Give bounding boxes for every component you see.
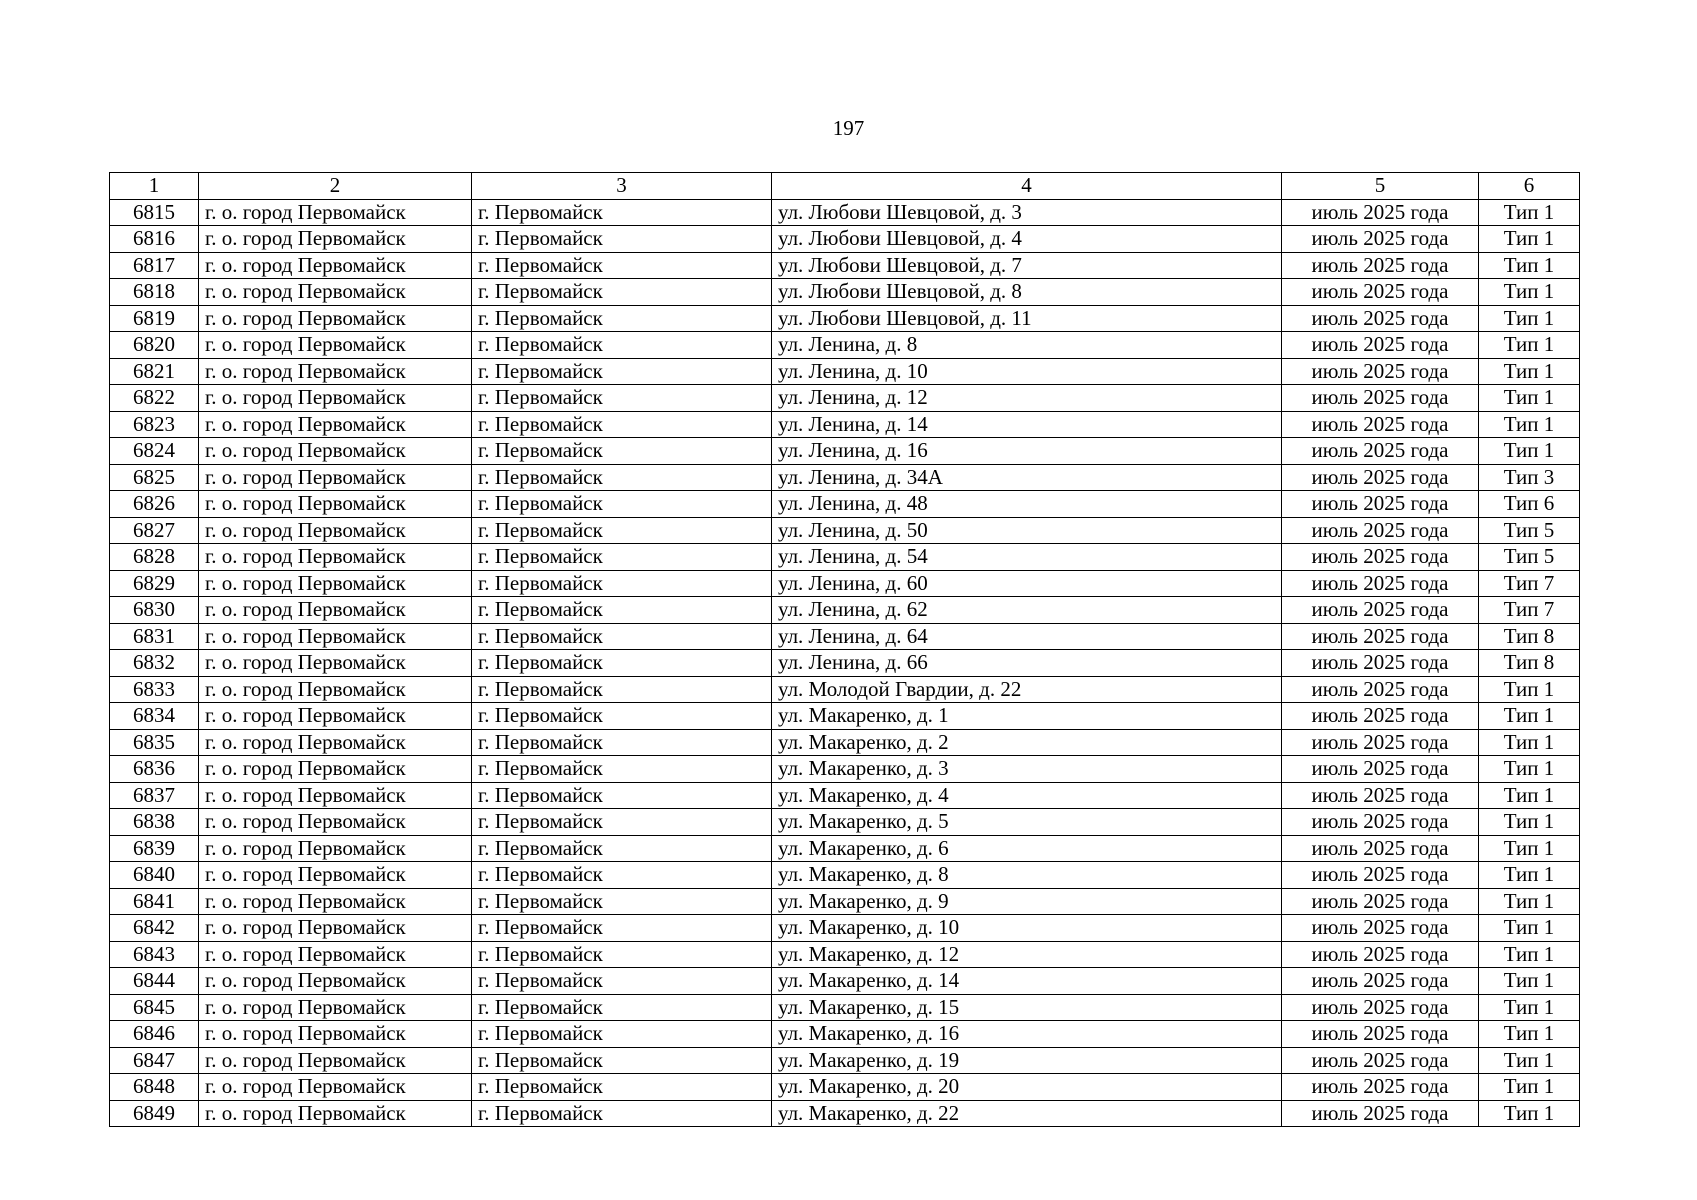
cell-number: 6829 [110,570,199,597]
cell-type: Тип 1 [1479,252,1580,279]
cell-date: июль 2025 года [1282,411,1479,438]
cell-locality: г. Первомайск [472,438,772,465]
cell-district: г. о. город Первомайск [199,729,472,756]
cell-address: ул. Макаренко, д. 2 [772,729,1282,756]
cell-locality: г. Первомайск [472,809,772,836]
cell-date: июль 2025 года [1282,756,1479,783]
cell-district: г. о. город Первомайск [199,411,472,438]
table-row [110,411,1580,438]
cell-address: ул. Макаренко, д. 22 [772,1100,1282,1127]
cell-locality: г. Первомайск [472,385,772,412]
table-row [110,332,1580,359]
cell-district: г. о. город Первомайск [199,862,472,889]
cell-locality: г. Первомайск [472,491,772,518]
cell-address: ул. Ленина, д. 66 [772,650,1282,677]
table-row [110,703,1580,730]
cell-date: июль 2025 года [1282,1021,1479,1048]
cell-type: Тип 8 [1479,650,1580,677]
page-number: 197 [832,116,865,140]
cell-district: г. о. город Первомайск [199,332,472,359]
column-header: 4 [772,173,1282,200]
table-row [110,597,1580,624]
cell-address: ул. Любови Шевцовой, д. 4 [772,226,1282,253]
cell-locality: г. Первомайск [472,226,772,253]
table-row [110,809,1580,836]
column-header: 5 [1282,173,1479,200]
cell-date: июль 2025 года [1282,358,1479,385]
cell-locality: г. Первомайск [472,756,772,783]
cell-locality: г. Первомайск [472,411,772,438]
table-row [110,438,1580,465]
cell-number: 6847 [110,1047,199,1074]
cell-district: г. о. город Первомайск [199,676,472,703]
cell-date: июль 2025 года [1282,464,1479,491]
table-row [110,491,1580,518]
cell-type: Тип 5 [1479,517,1580,544]
cell-locality: г. Первомайск [472,252,772,279]
cell-locality: г. Первомайск [472,1021,772,1048]
cell-district: г. о. город Первомайск [199,835,472,862]
cell-locality: г. Первомайск [472,279,772,306]
cell-district: г. о. город Первомайск [199,941,472,968]
table-row [110,358,1580,385]
table-row [110,252,1580,279]
cell-type: Тип 1 [1479,809,1580,836]
cell-address: ул. Макаренко, д. 1 [772,703,1282,730]
cell-type: Тип 1 [1479,358,1580,385]
cell-type: Тип 1 [1479,888,1580,915]
cell-address: ул. Макаренко, д. 14 [772,968,1282,995]
cell-locality: г. Первомайск [472,782,772,809]
cell-date: июль 2025 года [1282,332,1479,359]
cell-address: ул. Макаренко, д. 4 [772,782,1282,809]
cell-number: 6816 [110,226,199,253]
cell-locality: г. Первомайск [472,888,772,915]
cell-locality: г. Первомайск [472,994,772,1021]
cell-number: 6820 [110,332,199,359]
cell-date: июль 2025 года [1282,279,1479,306]
cell-district: г. о. город Первомайск [199,888,472,915]
cell-type: Тип 1 [1479,862,1580,889]
cell-number: 6822 [110,385,199,412]
cell-number: 6827 [110,517,199,544]
cell-date: июль 2025 года [1282,650,1479,677]
cell-type: Тип 1 [1479,438,1580,465]
table-header-row [110,173,1580,200]
cell-district: г. о. город Первомайск [199,1047,472,1074]
table-row [110,305,1580,332]
cell-address: ул. Макаренко, д. 9 [772,888,1282,915]
cell-address: ул. Макаренко, д. 10 [772,915,1282,942]
table-row [110,226,1580,253]
cell-number: 6832 [110,650,199,677]
cell-number: 6839 [110,835,199,862]
cell-district: г. о. город Первомайск [199,809,472,836]
table-row [110,517,1580,544]
cell-type: Тип 1 [1479,756,1580,783]
registry-table [109,172,1580,1127]
table-row [110,1074,1580,1101]
cell-number: 6836 [110,756,199,783]
cell-locality: г. Первомайск [472,1074,772,1101]
cell-type: Тип 7 [1479,597,1580,624]
table-row [110,199,1580,226]
table-row [110,782,1580,809]
cell-number: 6840 [110,862,199,889]
cell-district: г. о. город Первомайск [199,703,472,730]
cell-address: ул. Ленина, д. 64 [772,623,1282,650]
cell-locality: г. Первомайск [472,703,772,730]
cell-date: июль 2025 года [1282,729,1479,756]
cell-number: 6828 [110,544,199,571]
cell-type: Тип 1 [1479,782,1580,809]
cell-locality: г. Первомайск [472,332,772,359]
cell-type: Тип 1 [1479,199,1580,226]
cell-locality: г. Первомайск [472,358,772,385]
cell-type: Тип 1 [1479,729,1580,756]
cell-address: ул. Любови Шевцовой, д. 7 [772,252,1282,279]
cell-district: г. о. город Первомайск [199,252,472,279]
cell-date: июль 2025 года [1282,1074,1479,1101]
cell-date: июль 2025 года [1282,994,1479,1021]
cell-number: 6818 [110,279,199,306]
cell-type: Тип 8 [1479,623,1580,650]
cell-date: июль 2025 года [1282,676,1479,703]
cell-type: Тип 1 [1479,279,1580,306]
cell-number: 6831 [110,623,199,650]
cell-number: 6841 [110,888,199,915]
cell-number: 6838 [110,809,199,836]
cell-number: 6842 [110,915,199,942]
cell-locality: г. Первомайск [472,676,772,703]
cell-address: ул. Любови Шевцовой, д. 11 [772,305,1282,332]
cell-type: Тип 1 [1479,411,1580,438]
cell-number: 6835 [110,729,199,756]
cell-number: 6821 [110,358,199,385]
cell-district: г. о. город Первомайск [199,756,472,783]
cell-locality: г. Первомайск [472,517,772,544]
cell-date: июль 2025 года [1282,703,1479,730]
cell-date: июль 2025 года [1282,888,1479,915]
cell-locality: г. Первомайск [472,729,772,756]
cell-address: ул. Ленина, д. 34А [772,464,1282,491]
cell-type: Тип 1 [1479,305,1580,332]
cell-date: июль 2025 года [1282,915,1479,942]
cell-locality: г. Первомайск [472,862,772,889]
cell-type: Тип 1 [1479,1100,1580,1127]
cell-date: июль 2025 года [1282,517,1479,544]
cell-date: июль 2025 года [1282,809,1479,836]
cell-address: ул. Ленина, д. 12 [772,385,1282,412]
table-row [110,385,1580,412]
cell-date: июль 2025 года [1282,1100,1479,1127]
column-header: 6 [1479,173,1580,200]
cell-address: ул. Ленина, д. 16 [772,438,1282,465]
cell-address: ул. Ленина, д. 60 [772,570,1282,597]
cell-number: 6819 [110,305,199,332]
cell-district: г. о. город Первомайск [199,305,472,332]
cell-address: ул. Ленина, д. 62 [772,597,1282,624]
cell-type: Тип 1 [1479,1074,1580,1101]
cell-type: Тип 1 [1479,994,1580,1021]
table-row [110,570,1580,597]
cell-locality: г. Первомайск [472,305,772,332]
cell-number: 6843 [110,941,199,968]
cell-type: Тип 1 [1479,915,1580,942]
cell-address: ул. Любови Шевцовой, д. 8 [772,279,1282,306]
table-row [110,279,1580,306]
cell-type: Тип 5 [1479,544,1580,571]
cell-district: г. о. город Первомайск [199,968,472,995]
cell-district: г. о. город Первомайск [199,544,472,571]
cell-type: Тип 1 [1479,385,1580,412]
table-row [110,941,1580,968]
cell-number: 6844 [110,968,199,995]
cell-number: 6830 [110,597,199,624]
cell-district: г. о. город Первомайск [199,1100,472,1127]
cell-address: ул. Макаренко, д. 19 [772,1047,1282,1074]
table-row [110,729,1580,756]
cell-district: г. о. город Первомайск [199,915,472,942]
cell-number: 6845 [110,994,199,1021]
cell-number: 6824 [110,438,199,465]
cell-date: июль 2025 года [1282,544,1479,571]
table-row [110,1047,1580,1074]
cell-locality: г. Первомайск [472,597,772,624]
cell-date: июль 2025 года [1282,252,1479,279]
cell-district: г. о. город Первомайск [199,438,472,465]
table-row [110,994,1580,1021]
cell-number: 6849 [110,1100,199,1127]
cell-district: г. о. город Первомайск [199,597,472,624]
cell-district: г. о. город Первомайск [199,226,472,253]
cell-locality: г. Первомайск [472,941,772,968]
cell-address: ул. Молодой Гвардии, д. 22 [772,676,1282,703]
cell-date: июль 2025 года [1282,941,1479,968]
table-row [110,968,1580,995]
cell-address: ул. Макаренко, д. 16 [772,1021,1282,1048]
cell-district: г. о. город Первомайск [199,623,472,650]
table-row [110,544,1580,571]
cell-district: г. о. город Первомайск [199,464,472,491]
cell-locality: г. Первомайск [472,915,772,942]
cell-locality: г. Первомайск [472,835,772,862]
cell-date: июль 2025 года [1282,570,1479,597]
cell-number: 6833 [110,676,199,703]
cell-type: Тип 1 [1479,332,1580,359]
cell-locality: г. Первомайск [472,650,772,677]
cell-district: г. о. город Первомайск [199,385,472,412]
cell-type: Тип 7 [1479,570,1580,597]
cell-district: г. о. город Первомайск [199,1021,472,1048]
cell-address: ул. Ленина, д. 48 [772,491,1282,518]
cell-district: г. о. город Первомайск [199,570,472,597]
cell-address: ул. Ленина, д. 14 [772,411,1282,438]
column-header: 2 [199,173,472,200]
cell-date: июль 2025 года [1282,491,1479,518]
cell-type: Тип 1 [1479,1047,1580,1074]
cell-address: ул. Макаренко, д. 15 [772,994,1282,1021]
cell-date: июль 2025 года [1282,597,1479,624]
cell-type: Тип 1 [1479,968,1580,995]
cell-district: г. о. город Первомайск [199,517,472,544]
cell-type: Тип 6 [1479,491,1580,518]
cell-address: ул. Макаренко, д. 5 [772,809,1282,836]
cell-date: июль 2025 года [1282,199,1479,226]
cell-date: июль 2025 года [1282,782,1479,809]
cell-type: Тип 1 [1479,941,1580,968]
cell-number: 6825 [110,464,199,491]
cell-district: г. о. город Первомайск [199,650,472,677]
cell-date: июль 2025 года [1282,1047,1479,1074]
cell-number: 6834 [110,703,199,730]
cell-number: 6848 [110,1074,199,1101]
cell-district: г. о. город Первомайск [199,994,472,1021]
column-header: 1 [110,173,199,200]
cell-number: 6815 [110,199,199,226]
table-row [110,650,1580,677]
cell-date: июль 2025 года [1282,385,1479,412]
table-row [110,676,1580,703]
cell-address: ул. Ленина, д. 50 [772,517,1282,544]
cell-date: июль 2025 года [1282,835,1479,862]
cell-address: ул. Ленина, д. 8 [772,332,1282,359]
cell-address: ул. Макаренко, д. 12 [772,941,1282,968]
table-row [110,756,1580,783]
cell-date: июль 2025 года [1282,968,1479,995]
cell-locality: г. Первомайск [472,464,772,491]
cell-district: г. о. город Первомайск [199,279,472,306]
cell-locality: г. Первомайск [472,199,772,226]
cell-number: 6817 [110,252,199,279]
cell-address: ул. Ленина, д. 10 [772,358,1282,385]
cell-address: ул. Макаренко, д. 6 [772,835,1282,862]
cell-address: ул. Любови Шевцовой, д. 3 [772,199,1282,226]
table-row [110,1021,1580,1048]
cell-type: Тип 1 [1479,226,1580,253]
table-row [110,888,1580,915]
cell-type: Тип 3 [1479,464,1580,491]
cell-district: г. о. город Первомайск [199,1074,472,1101]
cell-district: г. о. город Первомайск [199,782,472,809]
cell-type: Тип 1 [1479,676,1580,703]
cell-type: Тип 1 [1479,703,1580,730]
cell-address: ул. Ленина, д. 54 [772,544,1282,571]
table-row [110,862,1580,889]
table-row [110,1100,1580,1127]
cell-number: 6837 [110,782,199,809]
table-row [110,835,1580,862]
cell-number: 6826 [110,491,199,518]
cell-date: июль 2025 года [1282,226,1479,253]
cell-locality: г. Первомайск [472,570,772,597]
table-row [110,915,1580,942]
table-row [110,464,1580,491]
cell-type: Тип 1 [1479,835,1580,862]
cell-district: г. о. город Первомайск [199,199,472,226]
cell-number: 6846 [110,1021,199,1048]
table-body [110,173,1580,1127]
cell-address: ул. Макаренко, д. 3 [772,756,1282,783]
cell-locality: г. Первомайск [472,1100,772,1127]
cell-number: 6823 [110,411,199,438]
cell-locality: г. Первомайск [472,544,772,571]
cell-date: июль 2025 года [1282,305,1479,332]
cell-date: июль 2025 года [1282,862,1479,889]
cell-type: Тип 1 [1479,1021,1580,1048]
table-row [110,623,1580,650]
cell-locality: г. Первомайск [472,623,772,650]
cell-locality: г. Первомайск [472,968,772,995]
cell-address: ул. Макаренко, д. 8 [772,862,1282,889]
cell-district: г. о. город Первомайск [199,491,472,518]
column-header: 3 [472,173,772,200]
cell-date: июль 2025 года [1282,623,1479,650]
cell-date: июль 2025 года [1282,438,1479,465]
cell-address: ул. Макаренко, д. 20 [772,1074,1282,1101]
cell-locality: г. Первомайск [472,1047,772,1074]
cell-district: г. о. город Первомайск [199,358,472,385]
